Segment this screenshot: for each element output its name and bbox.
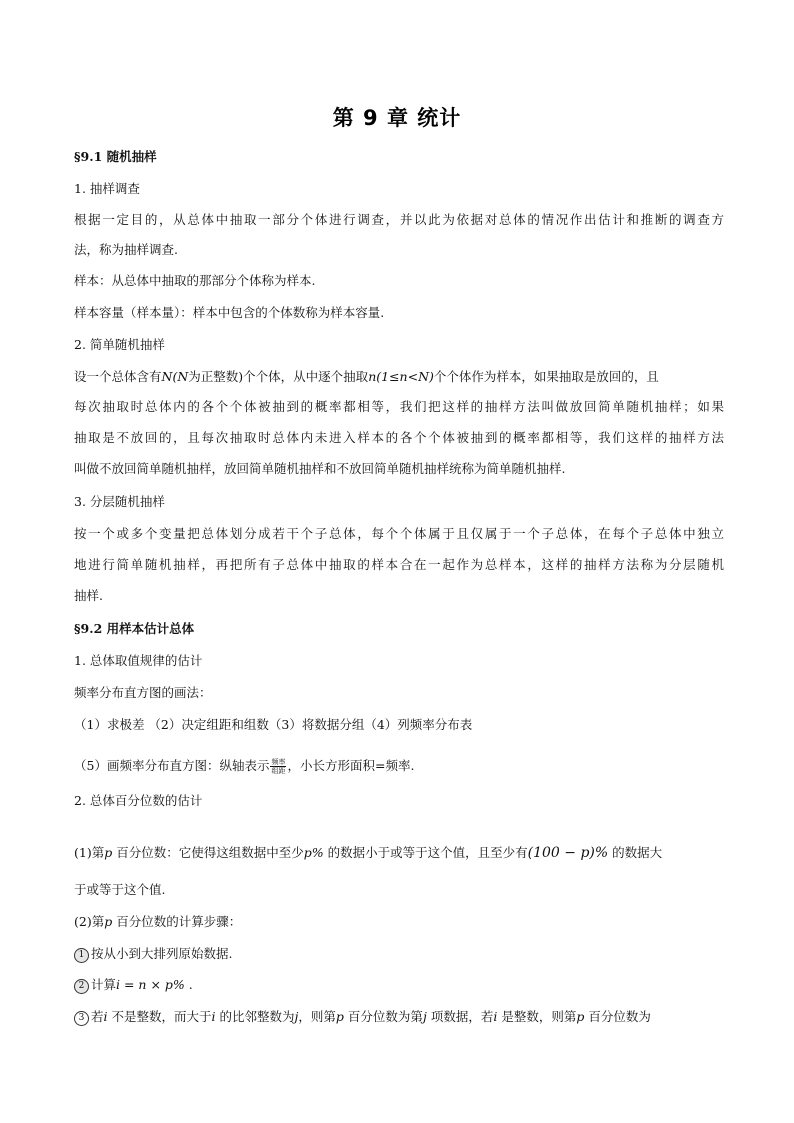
text-run: 百分位数：它使得这组数据中至少 <box>116 845 304 860</box>
fraction-denominator: 组距 <box>271 767 286 775</box>
text-run: . <box>188 977 193 992</box>
math-run: j <box>294 1009 299 1024</box>
text-run: (1)第 <box>74 845 105 860</box>
text-run: 的数据小于或等于这个值，且至少有 <box>327 845 528 860</box>
text-run: 不是整数，而大于 <box>111 1009 212 1024</box>
math-run: p% <box>303 845 324 860</box>
text-run: ，则第 <box>298 1009 336 1024</box>
paragraph-line: 每次抽取时总体内的各个个体被抽到的概率都相等，我们把这样的抽样方法叫做放回简单随机抽样；如果 <box>74 399 724 414</box>
step-3 <box>74 1008 724 1026</box>
step-1 <box>74 945 724 963</box>
step-2 <box>74 976 724 994</box>
subheading-stratified-sampling: 3. 分层随机抽样 <box>74 494 165 509</box>
math-run: i <box>493 1009 498 1024</box>
paragraph-line: 抽样. <box>74 588 103 603</box>
text-run: 百分位数为第 <box>347 1009 423 1024</box>
math-run: N(N <box>161 369 189 384</box>
math-run: p <box>576 1009 585 1024</box>
step-number-badge: 1 <box>74 948 89 963</box>
paragraph-line <box>74 844 724 862</box>
math-run: j <box>422 1009 427 1024</box>
text-run: 设一个总体含有 <box>74 369 162 384</box>
math-run: i = n × p% <box>116 977 185 992</box>
math-run: p <box>104 914 113 929</box>
section-heading-9-1: §9.1 随机抽样 <box>74 149 157 164</box>
paragraph-line: 抽取是不放回的，且每次抽取时总体内未进入样本的各个个体被抽到的概率都相等，我们这样的抽样方法 <box>74 430 724 445</box>
text-run: 的比邻整数为 <box>219 1009 295 1024</box>
text-run: 为正整数 <box>188 369 239 384</box>
step-number-badge: 2 <box>74 979 89 994</box>
text-run: 是整数，则第 <box>501 1009 577 1024</box>
text-run: 若 <box>91 1009 104 1024</box>
paragraph-line: 频率分布直方图的画法： <box>74 685 212 700</box>
step-number-badge: 3 <box>74 1011 89 1026</box>
math-run: (100 − p)% <box>527 845 609 861</box>
subheading-simple-random-sampling: 2. 简单随机抽样 <box>74 337 165 352</box>
paragraph-line <box>74 757 724 775</box>
paragraph-line: 叫做不放回简单随机抽样，放回简单随机抽样和不放回简单随机抽样统称为简单随机抽样. <box>74 461 566 476</box>
text-run: 百分位数的计算步骤： <box>116 914 242 929</box>
paragraph-line: 根据一定目的，从总体中抽取一部分个体进行调查，并以此为依据对总体的情况作出估计和推断的调查方 <box>74 212 724 227</box>
paragraph-line: 按一个或多个变量把总体划分成若干个子总体，每个个体属于且仅属于一个子总体，在每个子总体中独立 <box>74 526 724 541</box>
text-run: 计算 <box>91 977 117 992</box>
math-run: n(1≤n<N) <box>368 369 434 384</box>
math-run: i <box>103 1009 108 1024</box>
subheading-sampling-survey: 1. 抽样调查 <box>74 181 140 196</box>
text-run: （5）画频率分布直方图：纵轴表示 <box>74 758 270 773</box>
paragraph-line <box>74 913 724 931</box>
text-run: 按从小到大排列原始数据. <box>91 946 233 961</box>
paragraph-line: 样本：从总体中抽取的那部分个体称为样本. <box>74 273 316 288</box>
text-run: 个个体作为样本，如果抽取是放回的，且 <box>433 369 659 384</box>
text-run: 项数据，若 <box>430 1009 494 1024</box>
paragraph-line: 样本容量（样本量）：样本中包含的个体数称为样本容量. <box>74 305 385 320</box>
paragraph-line <box>74 368 724 386</box>
text-run: 的数据大 <box>612 845 663 860</box>
fraction-numerator: 频率 <box>271 758 286 766</box>
math-run: p <box>335 1009 344 1024</box>
text-run: )个个体，从中逐个抽取 <box>238 369 369 384</box>
text-run: 百分位数为 <box>588 1009 651 1024</box>
fraction <box>270 758 286 775</box>
text-run: ，小长方形面积=频率. <box>287 758 415 773</box>
paragraph-line: （1）求极差 （2）决定组距和组数（3）将数据分组（4）列频率分布表 <box>74 717 473 732</box>
chapter-title: 第 9 章 统计 <box>332 106 462 130</box>
subheading-distribution-estimate: 1. 总体取值规律的估计 <box>74 653 203 668</box>
paragraph-line: 地进行简单随机抽样，再把所有子总体中抽取的样本合在一起作为总样本，这样的抽样方法称为分层随机 <box>74 557 724 572</box>
math-run: p <box>104 845 113 860</box>
math-run: i <box>211 1009 216 1024</box>
subheading-percentile-estimate: 2. 总体百分位数的估计 <box>74 793 203 808</box>
section-heading-9-2: §9.2 用样本估计总体 <box>74 621 195 636</box>
text-run: (2)第 <box>74 914 105 929</box>
paragraph-line: 于或等于这个值. <box>74 882 166 897</box>
paragraph-line: 法，称为抽样调查. <box>74 242 178 257</box>
